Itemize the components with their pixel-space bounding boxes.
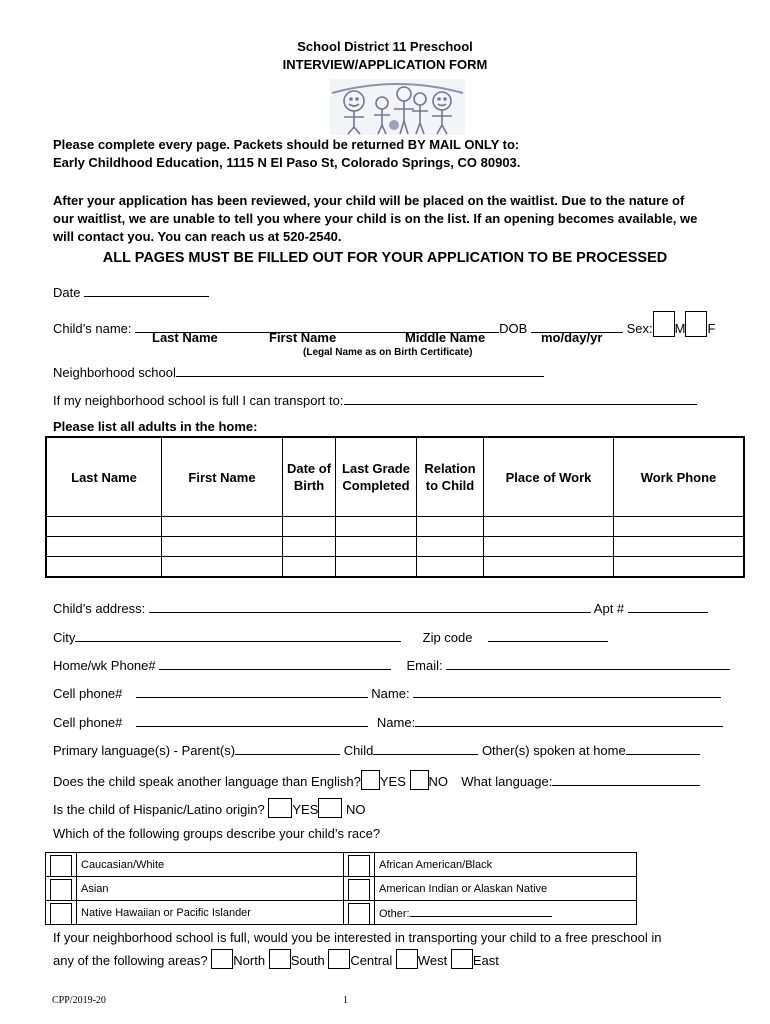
cell-name-label-2: Name: <box>376 715 416 730</box>
table-cell[interactable] <box>417 557 484 578</box>
other-language-no-checkbox[interactable] <box>410 770 429 790</box>
what-language-label: What language: <box>461 774 553 789</box>
table-cell[interactable] <box>614 517 745 537</box>
address-input[interactable] <box>149 599 591 613</box>
instructions-line1: Please complete every page. Packets should be returned BY MAIL ONLY to: <box>53 137 520 152</box>
area-north-label: North <box>233 953 266 968</box>
race-checkbox[interactable] <box>50 855 72 877</box>
race-other-input[interactable] <box>410 906 552 917</box>
area-east-label: East <box>472 953 499 968</box>
areas-question-line1: If your neighborhood school is full, would you be interested in transporting your child to a free preschool in <box>53 930 662 945</box>
adults-col-place-of-work: Place of Work <box>484 437 614 517</box>
area-west-checkbox[interactable] <box>396 949 418 969</box>
table-cell[interactable] <box>46 557 162 578</box>
language-row <box>53 741 700 758</box>
table-cell[interactable] <box>283 537 336 557</box>
table-cell[interactable] <box>417 537 484 557</box>
home-phone-row <box>53 656 730 673</box>
race-checkbox[interactable] <box>50 903 72 925</box>
area-central-checkbox[interactable] <box>328 949 350 969</box>
cell-phone-input-2[interactable] <box>136 713 368 727</box>
race-question: Which of the following groups describe your child’s race? <box>53 826 381 841</box>
table-cell[interactable] <box>336 557 417 578</box>
race-option: Native Hawaiian or Pacific Islander <box>77 901 344 925</box>
child-language-input[interactable] <box>373 741 478 755</box>
other-language-no-label: NO <box>428 774 449 789</box>
hispanic-yes-label: YES <box>292 802 319 817</box>
form-code: CPP/2019-20 <box>52 995 106 1006</box>
table-cell[interactable] <box>484 517 614 537</box>
hispanic-no-label: NO <box>346 802 366 817</box>
transport-input[interactable] <box>344 391 697 405</box>
form-title: School District 11 Preschool <box>297 39 473 54</box>
table-cell[interactable] <box>283 517 336 537</box>
adults-table-header <box>46 437 744 517</box>
children-drawing-logo <box>330 79 465 135</box>
areas-row <box>53 949 499 969</box>
neighborhood-school-label: Neighborhood school <box>53 365 176 380</box>
apt-label: Apt # <box>593 601 625 616</box>
sex-label: Sex: <box>626 321 653 336</box>
adults-table <box>45 436 745 578</box>
area-east-checkbox[interactable] <box>451 949 473 969</box>
race-checkbox[interactable] <box>50 879 72 901</box>
waitlist-para-line3: will contact you. You can reach us at 520-2540. <box>53 229 342 244</box>
child-name-label: Child’s name: <box>53 321 132 336</box>
sex-f-checkbox[interactable] <box>685 311 707 337</box>
zip-label: Zip code <box>422 630 473 645</box>
email-label: Email: <box>406 658 443 673</box>
area-south-label: South <box>290 953 325 968</box>
transport-label: If my neighborhood school is full I can transport to: <box>53 393 344 408</box>
email-input[interactable] <box>446 656 730 670</box>
race-option: Asian <box>77 877 344 901</box>
table-row <box>46 517 744 537</box>
table-cell[interactable] <box>162 517 283 537</box>
table-cell[interactable] <box>484 537 614 557</box>
date-input[interactable] <box>84 283 209 297</box>
zip-input[interactable] <box>488 628 608 642</box>
adults-col-grade: Last Grade Completed <box>336 437 417 517</box>
table-cell[interactable] <box>336 537 417 557</box>
table-cell[interactable] <box>417 517 484 537</box>
city-input[interactable] <box>75 628 401 642</box>
cell-name-input-2[interactable] <box>415 713 723 727</box>
race-option: Caucasian/White <box>77 853 344 877</box>
hispanic-question-row <box>53 798 366 818</box>
apt-input[interactable] <box>628 599 708 613</box>
date-label: Date <box>53 285 81 300</box>
city-label: City <box>53 630 76 645</box>
sex-f-label: F <box>707 321 716 336</box>
table-cell[interactable] <box>283 557 336 578</box>
home-phone-label: Home/wk Phone# <box>53 658 156 673</box>
race-option: African American/Black <box>375 853 637 877</box>
table-cell[interactable] <box>162 537 283 557</box>
other-language-input[interactable] <box>626 741 700 755</box>
hispanic-no-checkbox[interactable] <box>318 798 342 818</box>
area-west-label: West <box>417 953 448 968</box>
waitlist-para-line2: our waitlist, we are unable to tell you where your child is on the list. If an opening becomes available, we <box>53 211 698 226</box>
table-cell[interactable] <box>614 557 745 578</box>
areas-question-line2: any of the following areas? <box>53 953 208 968</box>
cell-phone-input-1[interactable] <box>136 684 368 698</box>
parent-language-label: Primary language(s) - Parent(s) <box>53 743 236 758</box>
other-language-yes-label: YES <box>379 774 406 789</box>
area-north-checkbox[interactable] <box>211 949 233 969</box>
area-central-label: Central <box>350 953 393 968</box>
page-number: 1 <box>343 995 348 1006</box>
transport-row <box>53 391 697 408</box>
address-label: Child’s address: <box>53 601 146 616</box>
cell-phone-label-1: Cell phone# <box>53 686 123 701</box>
table-cell[interactable] <box>162 557 283 578</box>
hispanic-yes-checkbox[interactable] <box>268 798 292 818</box>
cell-name-input-1[interactable] <box>413 684 721 698</box>
dob-format-caption: mo/day/yr <box>541 330 603 345</box>
cell-phone-label-2: Cell phone# <box>53 715 123 730</box>
waitlist-para-line1: After your application has been reviewed, your child will be placed on the waitlist. Due to the nature of <box>53 193 685 208</box>
table-cell[interactable] <box>484 557 614 578</box>
cell-phone-row-1 <box>53 684 721 701</box>
neighborhood-school-row <box>53 363 544 380</box>
race-option-other: Other: <box>379 907 410 920</box>
neighborhood-school-input[interactable] <box>176 363 544 377</box>
other-language-question: Does the child speak another language than English? <box>53 774 361 789</box>
adults-col-work-phone: Work Phone <box>614 437 745 517</box>
other-language-question-row <box>53 770 700 790</box>
race-checkbox[interactable] <box>348 855 370 877</box>
other-language-label: Other(s) spoken at home <box>481 743 626 758</box>
table-row <box>46 537 744 557</box>
first-name-caption: First Name <box>269 330 337 345</box>
adults-heading: Please list all adults in the home: <box>53 419 258 434</box>
table-row <box>46 877 637 901</box>
adults-col-dob: Date of Birth <box>283 437 336 517</box>
middle-name-caption: Middle Name <box>405 330 486 345</box>
parent-language-input[interactable] <box>235 741 340 755</box>
table-cell[interactable] <box>46 517 162 537</box>
table-row <box>46 853 637 877</box>
home-phone-input[interactable] <box>159 656 391 670</box>
sex-m-checkbox[interactable] <box>653 311 675 337</box>
instructions-line2: Early Childhood Education, 1115 N El Paso St, Colorado Springs, CO 80903. <box>53 155 521 170</box>
area-south-checkbox[interactable] <box>269 949 291 969</box>
table-row <box>46 901 637 925</box>
legal-name-note: (Legal Name as on Birth Certificate) <box>303 347 473 358</box>
race-checkbox[interactable] <box>348 903 370 925</box>
sex-m-label: M <box>674 321 686 336</box>
race-option: American Indian or Alaskan Native <box>375 877 637 901</box>
address-row <box>53 599 708 616</box>
adults-col-last-name: Last Name <box>46 437 162 517</box>
processing-banner: ALL PAGES MUST BE FILLED OUT FOR YOUR APPLICATION TO BE PROCESSED <box>102 250 668 266</box>
dob-label: DOB <box>499 321 528 336</box>
race-checkbox[interactable] <box>348 879 370 901</box>
what-language-input[interactable] <box>552 772 700 786</box>
table-cell[interactable] <box>336 517 417 537</box>
city-row <box>53 628 608 645</box>
adults-col-first-name: First Name <box>162 437 283 517</box>
table-cell[interactable] <box>46 537 162 557</box>
date-row <box>53 283 209 300</box>
adults-col-relation: Relation to Child <box>417 437 484 517</box>
race-table <box>45 852 637 925</box>
hispanic-question: Is the child of Hispanic/Latino origin? <box>53 802 265 817</box>
other-language-yes-checkbox[interactable] <box>361 770 380 790</box>
table-row <box>46 557 744 578</box>
last-name-caption: Last Name <box>152 330 218 345</box>
table-cell[interactable] <box>614 537 745 557</box>
cell-phone-row-2 <box>53 713 723 730</box>
child-language-label: Child <box>343 743 374 758</box>
form-subtitle: INTERVIEW/APPLICATION FORM <box>282 57 488 72</box>
cell-name-label-1: Name: <box>371 686 410 701</box>
